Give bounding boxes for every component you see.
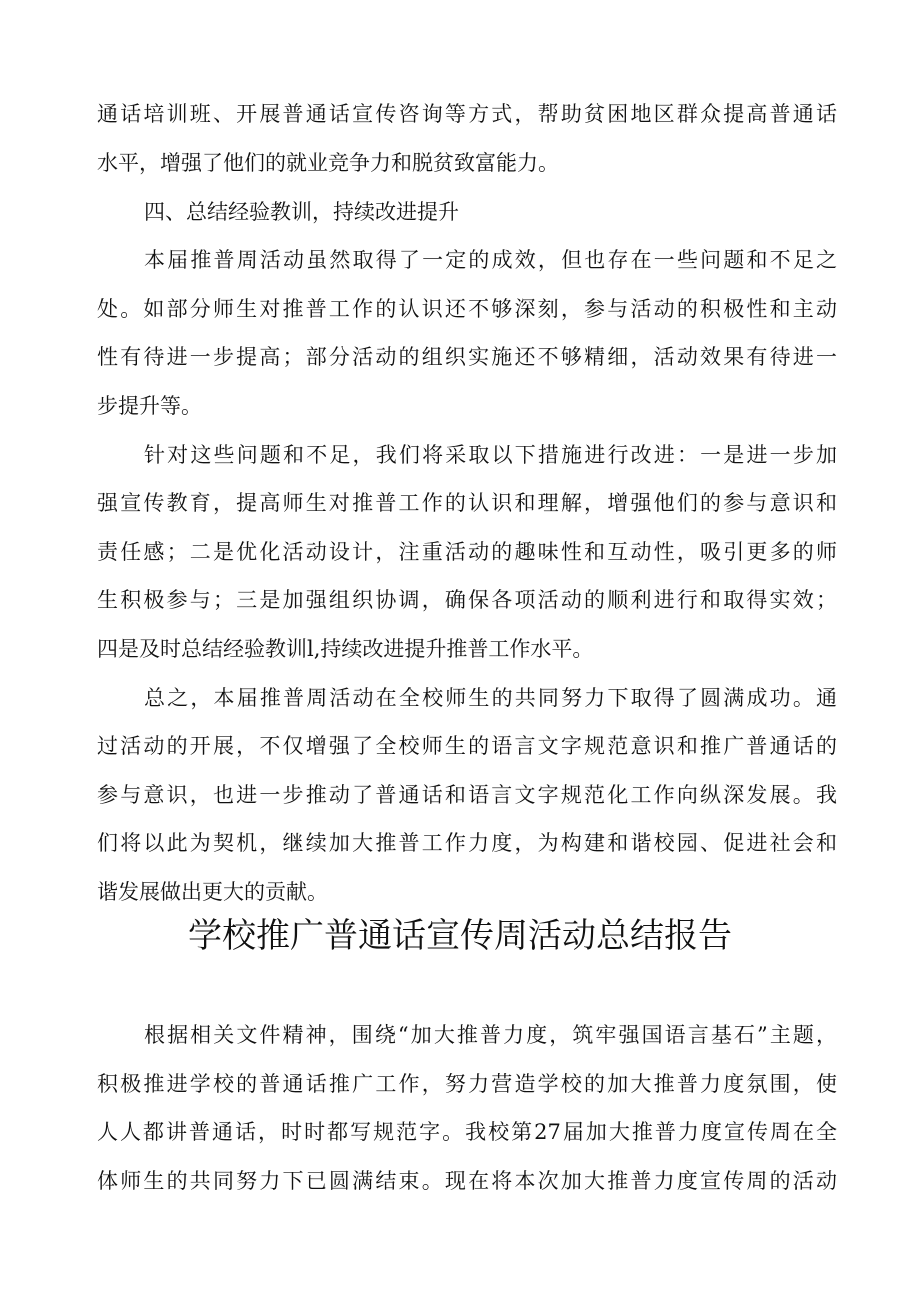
text-line: 谐发展做出更大的贡献。: [97, 880, 328, 904]
report-title: 学校推广普通话宣传周活动总结报告: [188, 916, 732, 956]
text-line: 总之，本届推普周活动在全校师生的共同努力下取得了圆满成功。通: [144, 686, 837, 710]
text-line: 们将以此为契机，继续加大推普工作力度，为构建和谐校园、促进社会和: [97, 831, 837, 855]
text-line: 体师生的共同努力下已圆满结束。现在将本次加大推普力度宣传周的活动: [97, 1169, 837, 1193]
text-line: 根据相关文件精神，围绕“加大推普力度，筑牢强国语言基石”主题，: [144, 1023, 837, 1047]
text-line: 生积极参与；三是加强组织协调，确保各项活动的顺利进行和取得实效；: [97, 588, 837, 612]
text-line: 四是及时总结经验教训l,持续改进提升推普工作水平。: [97, 637, 594, 661]
text-line: 积极推进学校的普通话推广工作，努力营造学校的加大推普力度氛围，使: [97, 1072, 837, 1096]
text-line: 针对这些问题和不足，我们将采取以下措施进行改进：一是进一步加: [144, 443, 837, 467]
text-line: 责任感；二是优化活动设计，注重活动的趣味性和互动性，吸引更多的师: [97, 540, 837, 564]
text-line: 水平，增强了他们的就业竞争力和脱贫致富能力。: [97, 151, 559, 175]
text-line: 本届推普周活动虽然取得了一定的成效，但也存在一些问题和不足之: [144, 248, 837, 272]
text-line: 性有待进一步提高；部分活动的组织实施还不够精细，活动效果有待进一: [97, 345, 837, 369]
text-line: 步提升等。: [97, 394, 202, 418]
text-line: 参与意识，也进一步推动了普通话和语言文字规范化工作向纵深发展。我: [97, 783, 837, 807]
text-line: 人人都讲普通话，时时都写规范字。我校第27届加大推普力度宣传周在全: [97, 1120, 837, 1144]
section-heading: 四、总结经验教训，持续改进提升: [144, 200, 459, 224]
text-line: 强宣传教育，提高师生对推普工作的认识和理解，增强他们的参与意识和: [97, 491, 837, 515]
text-line: 处。如部分师生对推普工作的认识还不够深刻，参与活动的积极性和主动: [97, 297, 837, 321]
text-line: 过活动的开展，不仅增强了全校师生的语言文字规范意识和推广普通话的: [97, 734, 837, 758]
text-line: 通话培训班、开展普通话宣传咨询等方式，帮助贫困地区群众提高普通话: [97, 102, 837, 126]
